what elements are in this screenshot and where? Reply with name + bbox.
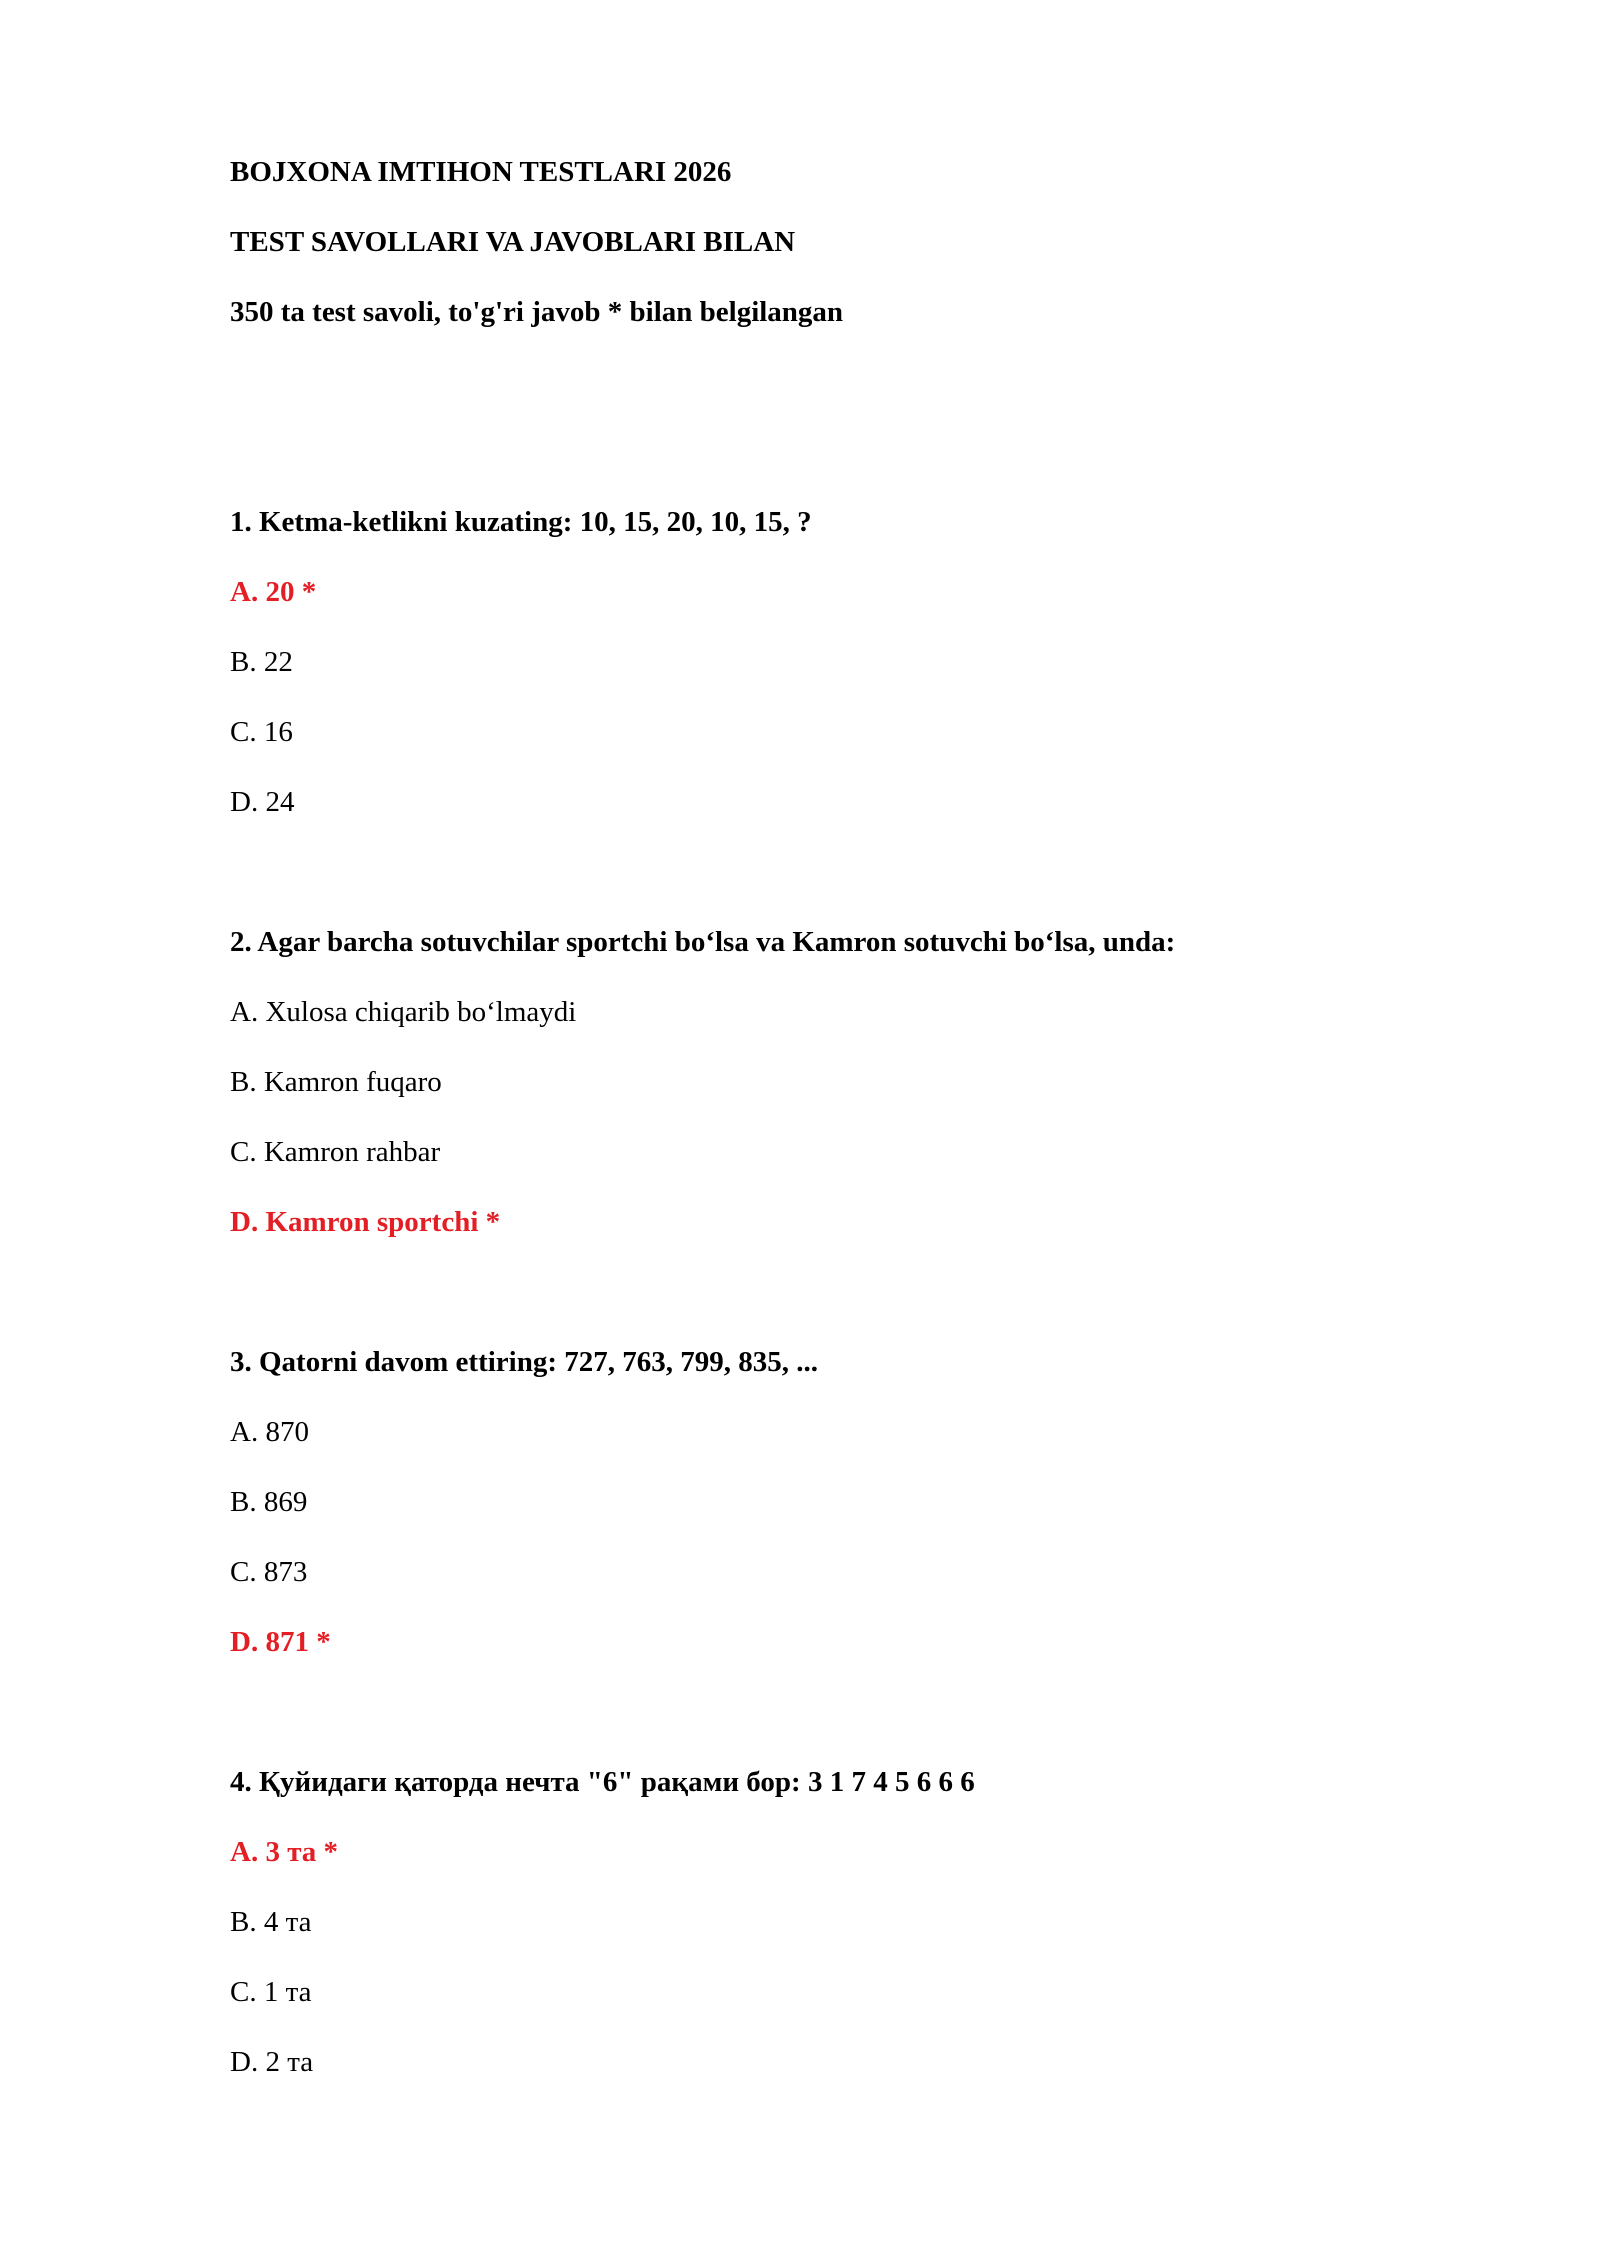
question-2-option-c: C. Kamron rahbar: [230, 1136, 441, 1168]
question-1-option-c: C. 16: [230, 716, 293, 748]
question-1-option-b: B. 22: [230, 646, 293, 678]
question-4-text: 4. Қуйидаги қаторда нечта "6" рақами бор: 3 1 7 4 5 6 6 6: [230, 1766, 975, 1798]
question-3-text: 3. Qatorni davom ettiring: 727, 763, 799, 835, ...: [230, 1346, 819, 1378]
question-1-option-d: D. 24: [230, 786, 295, 818]
question-2-text: 2. Agar barcha sotuvchilar sportchi bo‘lsa va Kamron sotuvchi bo‘lsa, unda:: [230, 926, 1176, 958]
question-2-option-b: B. Kamron fuqaro: [230, 1066, 442, 1098]
question-1-text: 1. Ketma-ketlikni kuzating: 10, 15, 20, 10, 15, ?: [230, 506, 812, 538]
question-4-option-d: D. 2 та: [230, 2046, 314, 2078]
question-2-option-a: A. Xulosa chiqarib bo‘lmaydi: [230, 996, 577, 1028]
question-3-option-d: D. 871 *: [230, 1626, 331, 1658]
question-4-option-c: C. 1 та: [230, 1976, 312, 2008]
document-title: BOJXONA IMTIHON TESTLARI 2026: [230, 156, 732, 188]
question-3-option-c: C. 873: [230, 1556, 308, 1588]
document-subtitle: TEST SAVOLLARI VA JAVOBLARI BILAN: [230, 226, 796, 258]
question-3-option-b: B. 869: [230, 1486, 308, 1518]
document-note: 350 ta test savoli, to'g'ri javob * bilan belgilangan: [230, 296, 844, 328]
question-2-option-d: D. Kamron sportchi *: [230, 1206, 501, 1238]
question-4-option-a: A. 3 та *: [230, 1836, 339, 1868]
question-1-option-a: A. 20 *: [230, 576, 317, 608]
question-3-option-a: A. 870: [230, 1416, 309, 1448]
question-4-option-b: B. 4 та: [230, 1906, 312, 1938]
